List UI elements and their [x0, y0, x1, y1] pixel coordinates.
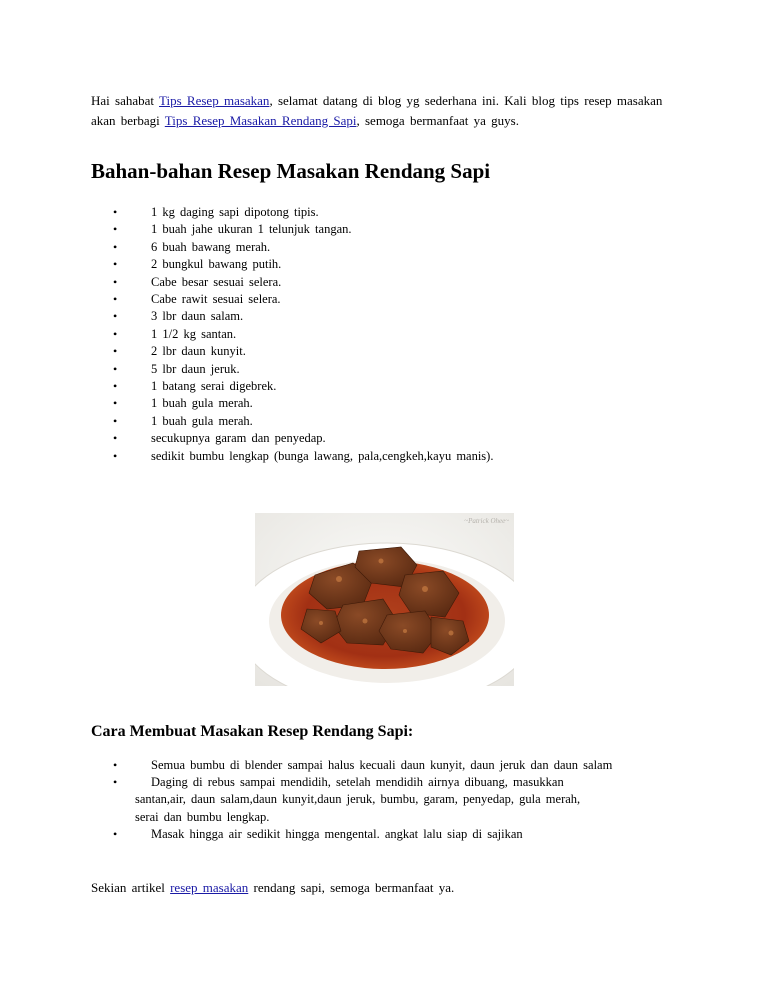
- rendang-photo: [255, 513, 514, 686]
- photo-watermark: ~Patrick Ohee~: [464, 517, 509, 525]
- ingredient-item: • 1 1/2 kg santan.: [113, 326, 493, 343]
- ingredient-item: • 2 bungkul bawang putih.: [113, 256, 493, 273]
- ingredient-item: • 1 buah jahe ukuran 1 telunjuk tangan.: [113, 221, 493, 238]
- step-2-line-3: serai dan bumbu lengkap.: [135, 809, 270, 824]
- ingredient-item: • 5 lbr daun jeruk.: [113, 361, 493, 378]
- ingredient-item: • 6 buah bawang merah.: [113, 239, 493, 256]
- ingredients-list: [113, 204, 493, 465]
- step-2-line-1: • Daging di rebus sampai mendidih, setelah mendidih airnya dibuang, masukkan: [151, 775, 564, 790]
- outro-text-2: rendang sapi, semoga bermanfaat ya.: [248, 880, 455, 895]
- step-1-text: • Semua bumbu di blender sampai halus kecuali daun kunyit, daun jeruk dan daun salam: [151, 758, 613, 772]
- tips-resep-rendang-link[interactable]: Tips Resep Masakan Rendang Sapi: [164, 113, 357, 128]
- tips-resep-masakan-link[interactable]: Tips Resep masakan: [159, 93, 270, 108]
- ingredient-item: • 1 buah gula merah.: [113, 395, 493, 412]
- ingredient-item: • Cabe rawit sesuai selera.: [113, 291, 493, 308]
- outro-text-1: Sekian artikel: [91, 880, 171, 895]
- ingredient-item: • Cabe besar sesuai selera.: [113, 274, 493, 291]
- ingredient-item: • 1 buah gula merah.: [113, 413, 493, 430]
- ingredient-item: • 2 lbr daun kunyit.: [113, 343, 493, 360]
- rendang-dish-illustration: [255, 513, 514, 686]
- step-item: [113, 826, 693, 843]
- ingredient-item: • secukupnya garam dan penyedap.: [113, 430, 493, 447]
- step-2-line-2: santan,air, daun salam,daun kunyit,daun jeruk, bumbu, garam, penyedap, gula merah,: [135, 792, 581, 807]
- intro-text-2: , selamat datang di blog yg sederhana ini. Kali blog tips resep masakan akan berbagi: [91, 93, 663, 128]
- outro-paragraph: [91, 878, 691, 898]
- step-item: [113, 774, 693, 826]
- step-item: [113, 757, 693, 774]
- steps-list: [113, 757, 693, 843]
- ingredient-item: • 1 kg daging sapi dipotong tipis.: [113, 204, 493, 221]
- ingredient-item: • 1 batang serai digebrek.: [113, 378, 493, 395]
- intro-paragraph: [91, 91, 691, 131]
- intro-text-1: Hai sahabat: [91, 93, 160, 108]
- steps-heading: Cara Membuat Masakan Resep Rendang Sapi:: [91, 723, 414, 740]
- step-3-text: • Masak hingga air sedikit hingga mengental. angkat lalu siap di sajikan: [151, 826, 523, 841]
- intro-text-3: , semoga bermanfaat ya guys.: [356, 113, 519, 128]
- ingredient-item: • sedikit bumbu lengkap (bunga lawang, pala,cengkeh,kayu manis).: [113, 448, 493, 465]
- ingredient-item: • 3 lbr daun salam.: [113, 308, 493, 325]
- ingredients-heading: Bahan-bahan Resep Masakan Rendang Sapi: [91, 159, 491, 183]
- resep-masakan-link[interactable]: resep masakan: [170, 880, 249, 895]
